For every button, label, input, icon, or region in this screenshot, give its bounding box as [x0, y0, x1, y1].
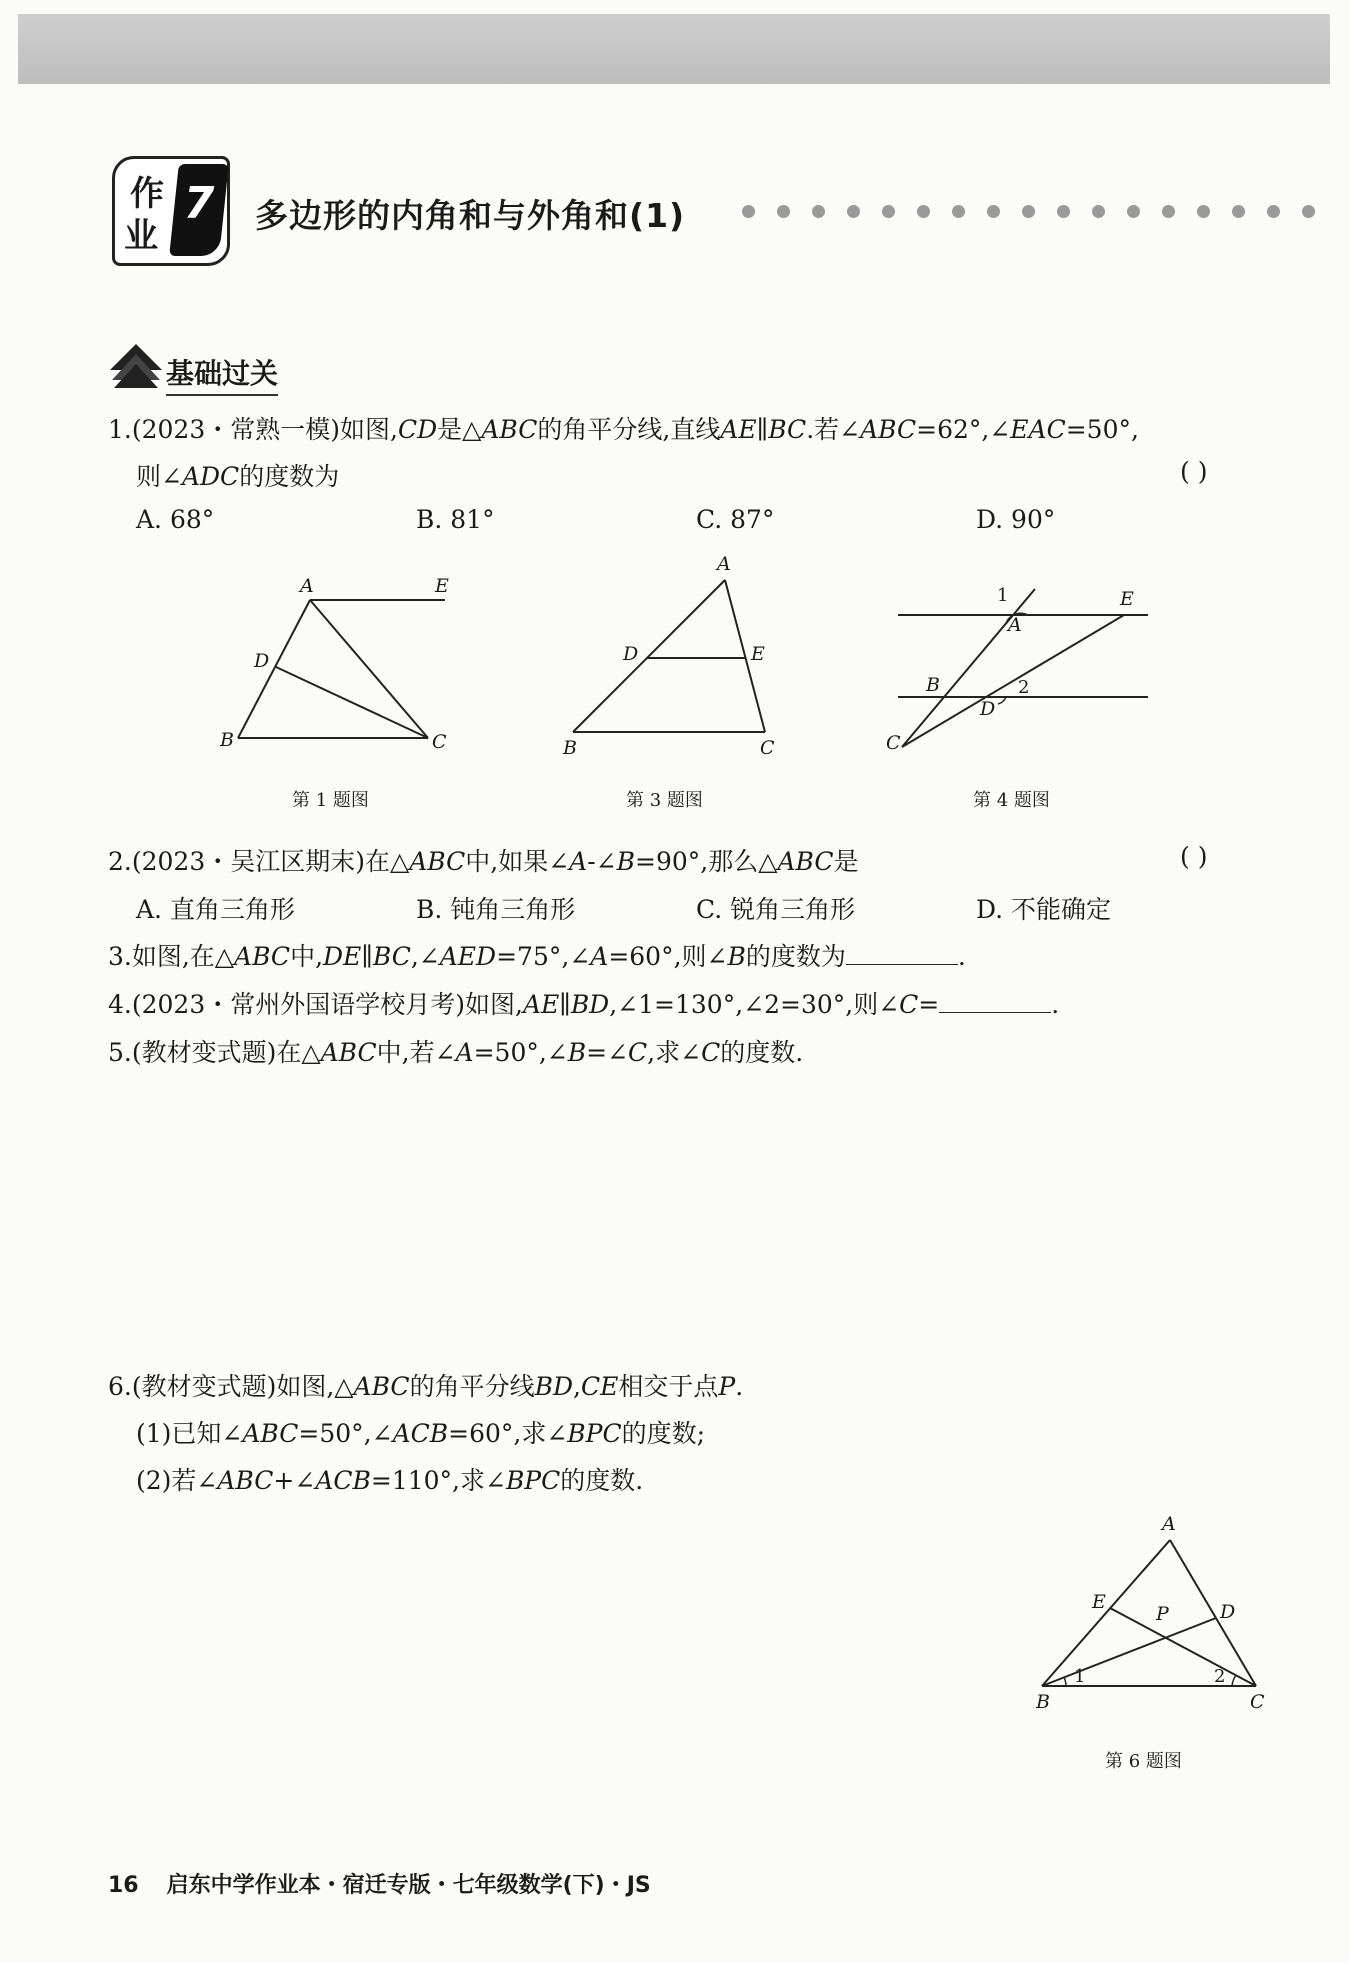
title-dot [1302, 205, 1315, 218]
q2-option-c: C. 锐角三角形 [696, 895, 856, 924]
fig3-label-c: C [760, 737, 775, 759]
page-title: 多边形的内角和与外角和(1) [255, 196, 686, 235]
title-dot [847, 205, 860, 218]
top-band [18, 14, 1330, 84]
title-dot [987, 205, 1000, 218]
badge-top-char: 作 [130, 174, 164, 214]
fig6-label-p: P [1156, 1603, 1169, 1625]
fig4-label-2: 2 [1018, 677, 1030, 698]
fig1-line-cd [276, 667, 428, 738]
fig6-bisector-bd [1042, 1618, 1216, 1686]
title-dot [1127, 205, 1140, 218]
fig6-angle-1-arc [1064, 1677, 1066, 1686]
title-dot [1162, 205, 1175, 218]
q4-answer-blank[interactable] [939, 990, 1051, 1013]
figure-1 [210, 570, 460, 760]
q6-sub2: (2)若∠ABC+∠ACB=110°,求∠BPC的度数. [136, 1466, 644, 1495]
badge-number: 7 [183, 178, 215, 229]
fig3-caption: 第 3 题图 [626, 790, 703, 811]
fig6-angle-2-arc [1232, 1675, 1236, 1686]
q1-line2: 则∠ADC的度数为 [136, 462, 340, 491]
fig3-label-e: E [751, 643, 765, 665]
fig1-side-ac [310, 600, 428, 738]
title-dot [1092, 205, 1105, 218]
fig4-label-a: A [1008, 614, 1022, 636]
fig1-side-ab [238, 600, 310, 738]
fig1-label-c: C [432, 731, 447, 753]
fig4-caption: 第 4 题图 [973, 790, 1050, 811]
fig4-label-b: B [926, 674, 940, 696]
page-footer [108, 1868, 651, 1899]
title-dot [1267, 205, 1280, 218]
badge-bottom-char: 业 [124, 216, 158, 256]
title-dot [812, 205, 825, 218]
fig1-label-e: E [435, 575, 449, 597]
q3-answer-blank[interactable] [846, 942, 958, 965]
title-dot [777, 205, 790, 218]
q1-answer-paren: ( ) [1180, 457, 1208, 486]
q2-option-b: B. 钝角三角形 [416, 895, 576, 924]
figure-4 [880, 575, 1160, 760]
title-dot [882, 205, 895, 218]
q2-answer-paren: ( ) [1180, 842, 1208, 871]
q2-option-a: A. 直角三角形 [136, 895, 295, 924]
title-dot [742, 205, 755, 218]
fig1-label-a: A [300, 575, 314, 597]
title-dot [1057, 205, 1070, 218]
q6-sub1: (1)已知∠ABC=50°,∠ACB=60°,求∠BPC的度数; [136, 1419, 706, 1448]
title-dot [1232, 205, 1245, 218]
title-dot [952, 205, 965, 218]
book-title: 启东中学作业本・宿迁专版・七年级数学(下)・JS [166, 1873, 651, 1898]
fig4-label-d: D [980, 698, 996, 720]
fig3-side-ab [573, 580, 725, 732]
fig1-label-b: B [220, 729, 234, 751]
title-dot [917, 205, 930, 218]
fig1-caption: 第 1 题图 [292, 790, 369, 811]
fig6-label-1: 1 [1074, 1666, 1086, 1687]
fig3-label-d: D [623, 643, 639, 665]
fig4-label-e: E [1120, 588, 1134, 610]
q5-line: 5.(教材变式题)在△ABC中,若∠A=50°,∠B=∠C,求∠C的度数. [108, 1038, 804, 1067]
title-dot [1022, 205, 1035, 218]
fig4-line-ca [902, 589, 1035, 747]
figure-6 [1030, 1510, 1270, 1720]
figure-3 [555, 552, 795, 762]
fig1-label-d: D [254, 650, 270, 672]
fig3-label-a: A [717, 553, 731, 575]
q1-option-b: B. 81° [416, 505, 495, 534]
fig6-caption: 第 6 题图 [1105, 1751, 1182, 1772]
q6-line: 6.(教材变式题)如图,△ABC的角平分线BD,CE相交于点P. [108, 1372, 744, 1401]
fig6-label-e: E [1092, 1591, 1106, 1613]
title-dot [1197, 205, 1210, 218]
assignment-badge [112, 156, 230, 266]
q4-line: 4.(2023・常州外国语学校月考)如图,AE∥BD,∠1=130°,∠2=30°,则∠C= . [108, 990, 1060, 1019]
fig6-label-d: D [1220, 1601, 1236, 1623]
q1-option-d: D. 90° [976, 505, 1056, 534]
q2-option-d: D. 不能确定 [976, 895, 1112, 924]
fig6-label-c: C [1250, 1691, 1265, 1713]
page-number: 16 [108, 1873, 139, 1898]
fig3-label-b: B [563, 737, 577, 759]
q3-line: 3.如图,在△ABC中,DE∥BC,∠AED=75°,∠A=60°,则∠B的度数为 . [108, 942, 966, 971]
fig6-label-a: A [1162, 1513, 1176, 1535]
section-title: 基础过关 [166, 352, 278, 396]
fig4-angle-2-arc [998, 697, 1006, 704]
fig6-side-ab [1042, 1540, 1170, 1686]
fig4-label-1: 1 [997, 585, 1009, 606]
q1-option-a: A. 68° [136, 505, 215, 534]
fig4-label-c: C [886, 732, 901, 754]
fig6-label-2: 2 [1214, 1666, 1226, 1687]
fig6-label-b: B [1036, 1691, 1050, 1713]
mountain-icon [108, 342, 164, 388]
q2-line: 2.(2023・吴江区期末)在△ABC中,如果∠A-∠B=90°,那么△ABC是 [108, 847, 859, 876]
q1-option-c: C. 87° [696, 505, 775, 534]
q1-line1: 1.(2023・常熟一模)如图,CD是△ABC的角平分线,直线AE∥BC.若∠ABC=62°,∠EAC=50°, [108, 415, 1139, 444]
